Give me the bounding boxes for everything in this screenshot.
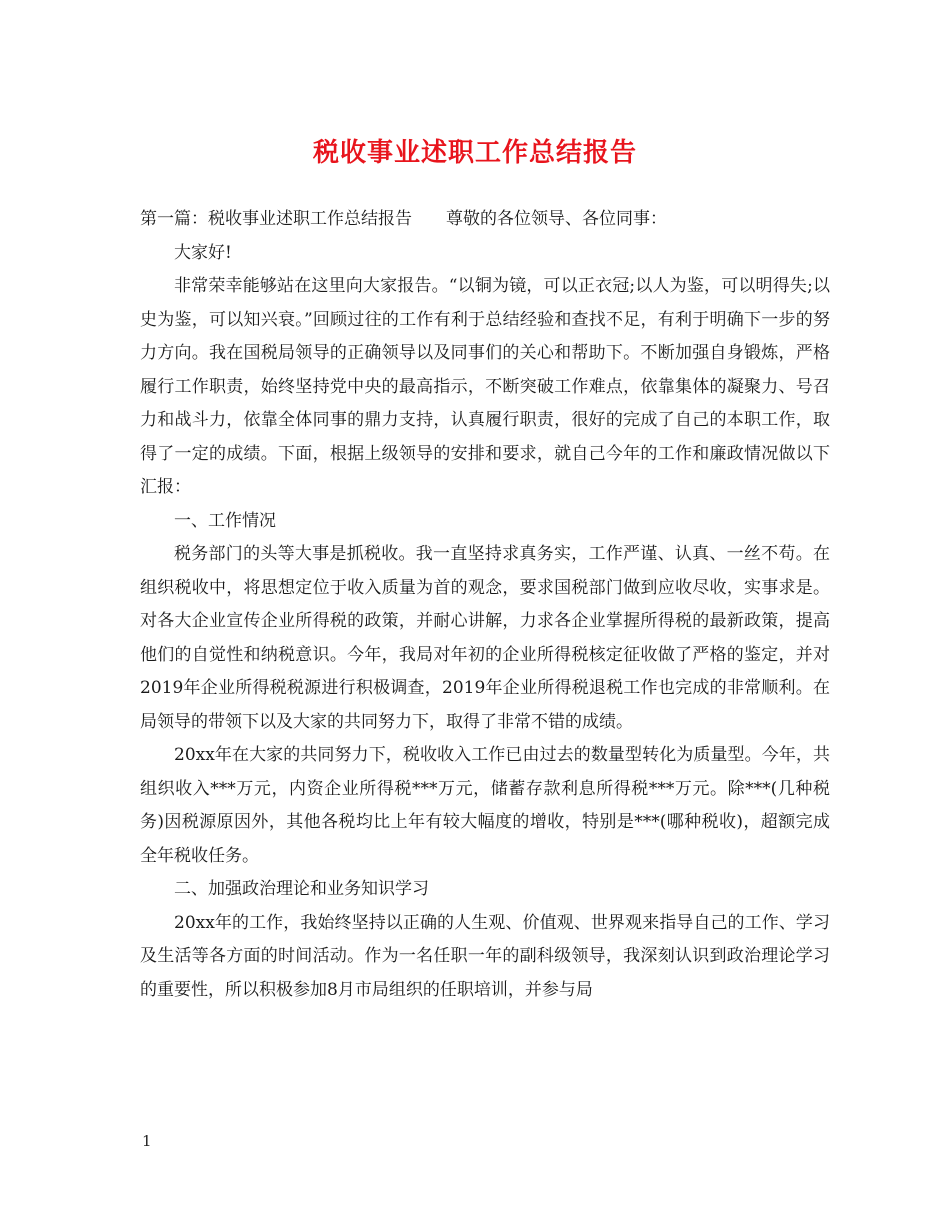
paragraph-tax-revenue: 20xx年在大家的共同努力下，税收收入工作已由过去的数量型转化为质量型。今年，共组织收入***万元，内资企业所得税***万元，储蓄存款利息所得税***万元。除***(几种税务)因税源原因外，其他各税均比上年有较大幅度的增收，特别是***(哪种税收)，超额完成全年税收任务。 — [140, 745, 830, 866]
paragraph-heading-line: 第一篇：税收事业述职工作总结报告 尊敬的各位领导、各位同事： — [140, 209, 667, 229]
paragraph-study: 20xx年的工作，我始终坚持以正确的人生观、价值观、世界观来指导自己的工作、学习及生活等各方面的时间活动。作为一名任职一年的副科级领导，我深刻认识到政治理论学习的重要性，所以积极参加8月市局组织的任职培训，并参与局 — [140, 912, 830, 1000]
document-title: 税收事业述职工作总结报告 — [312, 138, 637, 168]
paragraph-tax-work: 税务部门的头等大事是抓税收。我一直坚持求真务实，工作严谨、认真、一丝不苟。在组织税收中，将思想定位于收入质量为首的观念，要求国税部门做到应收尽收，实事求是。对各大企业宣传企业所得税的政策，并耐心讲解，力求各企业掌握所得税的最新政策，提高他们的自觉性和纳税意识。今年，我局对年初的企业所得税核定征收做了严格的鉴定，并对2019年企业所得税税源进行积极调查，2019年企业所得税退税工作也完成的非常顺利。在局领导的带领下以及大家的共同努力下，取得了非常不错的成绩。 — [140, 544, 830, 732]
paragraph-greeting: 大家好! — [174, 242, 232, 263]
paragraph-intro: 非常荣幸能够站在这里向大家报告。“以铜为镜，可以正衣冠;以人为鉴，可以明得失;以史为鉴，可以知兴衰。”回顾过往的工作有利于总结经验和查找不足，有利于明确下一步的努力方向。我在国税局领导的正确领导以及同事们的关心和帮助下。不断加强自身锻炼，严格履行工作职责，始终坚持党中央的最高指示，不断突破工作难点，依靠集体的凝聚力、号召力和战斗力，依靠全体同事的鼎力支持，认真履行职责，很好的完成了自己的本职工作，取得了一定的成绩。下面，根据上级领导的安排和要求，就自己今年的工作和廉政情况做以下汇报： — [140, 276, 830, 497]
section-heading-work-situation: 一、工作情况 — [174, 510, 276, 531]
document-body — [140, 203, 830, 1007]
page-number: 1 — [142, 1132, 152, 1150]
section-heading-study: 二、加强政治理论和业务知识学习 — [174, 879, 429, 899]
